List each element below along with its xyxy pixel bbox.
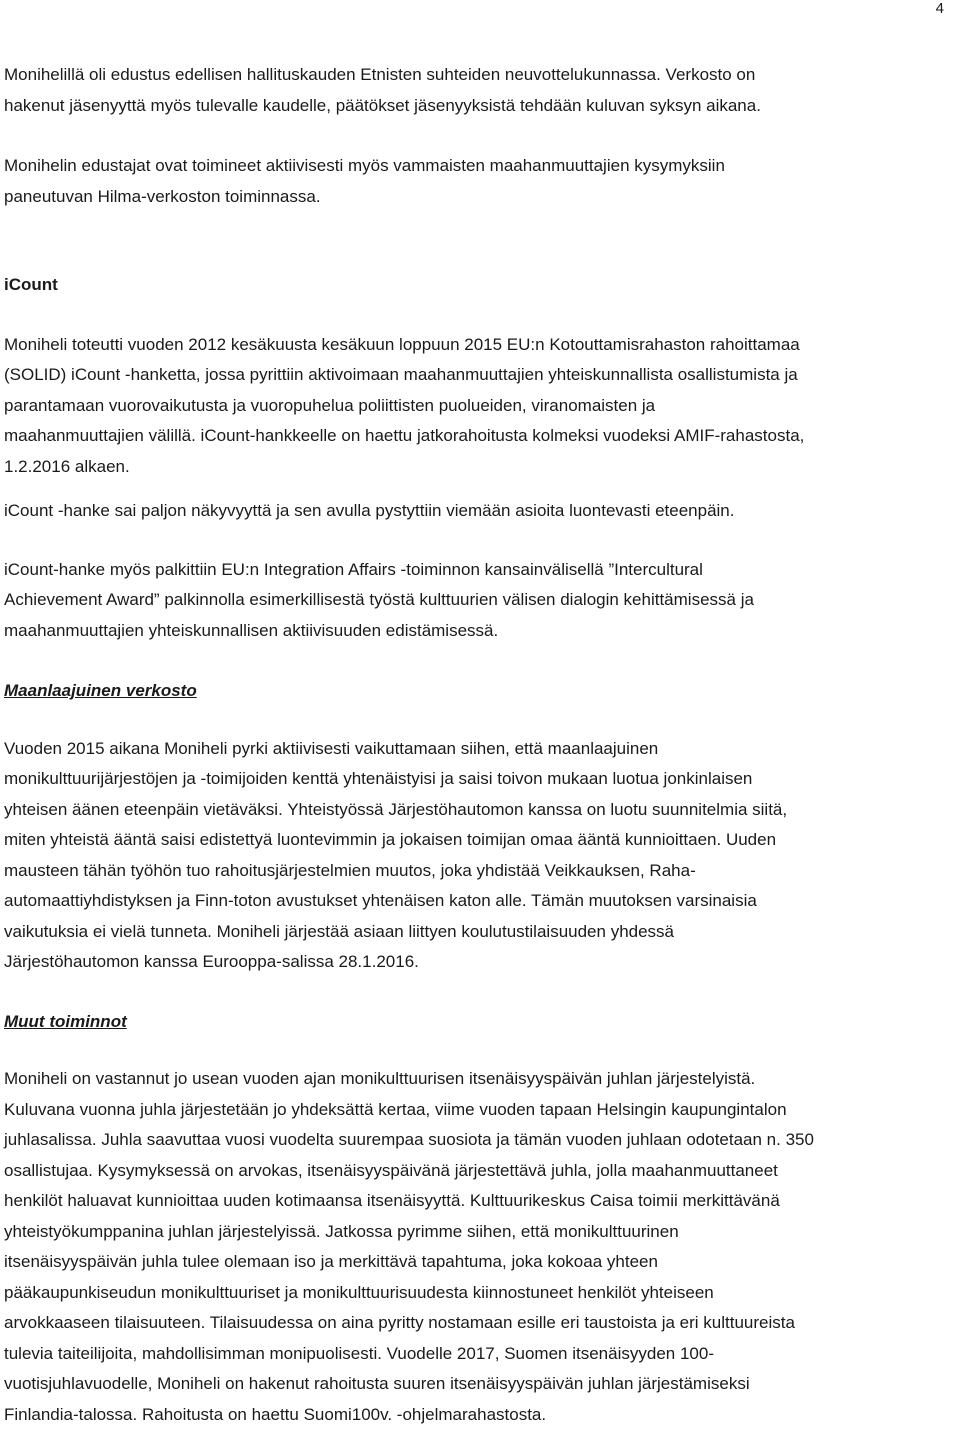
paragraph-icount-award: iCount-hanke myös palkittiin EU:n Integration Affairs -toiminnon kansainvälisellä ”Intercultural Achievement Award” palkinnolla esimerkillisestä työstä kulttuurien välisen dialogin kehittämisessä ja maahanmuuttajien yhteiskunnallisen aktiivisuuden edistämisessä.	[4, 559, 754, 640]
page-number: 4	[935, 0, 944, 17]
paragraph-hilma: Monihelin edustajat ovat toimineet aktiivisesti myös vammaisten maahanmuuttajien kysymyksiin paneutuvan Hilma-verkoston toiminnassa.	[4, 156, 725, 206]
paragraph-muut-toiminnot: Moniheli on vastannut jo usean vuoden ajan monikulttuurisen itsenäisyyspäivän juhlan järjestelyistä. Kuluvana vuonna juhla järjestetään jo yhdeksättä kertaa, viime vuoden tapaan Helsingin kaupungintalon juhlasalissa. Juhla saavuttaa vuosi vuodelta suurempaa suosiota ja tämän vuoden juhlaan odotetaan n. 350 osallistujaa. Kysymyksessä on arvokas, itsenäisyyspäivänä järjestettävä juhla, jolla maahanmuuttaneet henkilöt haluavat kunnioittaa uuden kotimaansa itsenäisyyttä. Kulttuurikeskus Caisa toimii merkittävänä yhteistyökumppanina juhlan järjestelyissä. Jatkossa pyrimme siihen, että monikulttuurinen itsenäisyyspäivän juhla tulee olemaan iso ja merkittävä tapahtuma, joka kokoaa yhteen pääkaupunkiseudun monikulttuuriset ja monikulttuurisuudesta kiinnostuneet henkilöt yhteiseen arvokkaaseen tilaisuuteen. Tilaisuudessa on aina pyritty nostamaan esille eri taustoista ja eri kulttuureista tulevia taiteilijoita, mahdollisimman monipuolisesti. Vuodelle 2017, Suomen itsenäisyyden 100- vuotisjuhlavuodelle, Moniheli on hakenut rahoitusta suuren itsenäisyyspäivän juhlan järjestämiseksi Finlandia-talossa. Rahoitusta on haettu Suomi100v. -ohjelmarahastosta.	[4, 1069, 814, 1424]
paragraph-etno: Monihelillä oli edustus edellisen hallituskauden Etnisten suhteiden neuvottelukunnassa. Verkosto on hakenut jäsenyyttä myös tulevalle kaudelle, päätökset jäsenyyksistä tehdään kuluvan syksyn aikana.	[4, 65, 761, 115]
heading-muut-toiminnot: Muut toiminnot	[4, 1011, 127, 1031]
paragraph-icount-project: Moniheli toteutti vuoden 2012 kesäkuusta kesäkuun loppuun 2015 EU:n Kotouttamisrahaston rahoittamaa (SOLID) iCount -hanketta, jossa pyrittiin aktivoimaan maahanmuuttajien yhteiskunnallista osallistumista ja parantamaan vuorovaikutusta ja vuoropuhelua poliittisten puolueiden, viranomaisten ja maahanmuuttajien välillä. iCount-hankkeelle on haettu jatkorahoitusta kolmeksi vuodeksi AMIF-rahastosta, 1.2.2016 alkaen.	[4, 334, 805, 476]
document-page	[4, 60, 954, 1430]
paragraph-icount-visibility: iCount -hanke sai paljon näkyvyyttä ja sen avulla pystyttiin viemään asioita luontevasti eteenpäin.	[4, 501, 735, 520]
heading-icount: iCount	[4, 275, 58, 294]
paragraph-maanlaajuinen: Vuoden 2015 aikana Moniheli pyrki aktiivisesti vaikuttamaan siihen, että maanlaajuinen monikulttuurijärjestöjen ja -toimijoiden kenttä yhtenäistyisi ja saisi toivon mukaan luotua jonkinlaisen yhteisen äänen eteenpäin vietäväksi. Yhteistyössä Järjestöhautomon kanssa on luotu suunnitelmia siitä, miten yhteistä ääntä saisi edistettyä luontevimmin ja jokaisen toimijan omaa ääntä kunnioittaen. Uuden mausteen tähän työhön tuo rahoitusjärjestelmien muutos, joka yhdistää Veikkauksen, Raha- automaattiyhdistyksen ja Finn-toton avustukset yhtenäisen katon alle. Tämän muutoksen varsinaisia vaikutuksia ei vielä tunneta. Moniheli järjestää asiaan liittyen koulutustilaisuuden yhdessä Järjestöhautomon kanssa Eurooppa-salissa 28.1.2016.	[4, 738, 788, 971]
heading-maanlaajuinen-verkosto: Maanlaajuinen verkosto	[4, 681, 197, 700]
